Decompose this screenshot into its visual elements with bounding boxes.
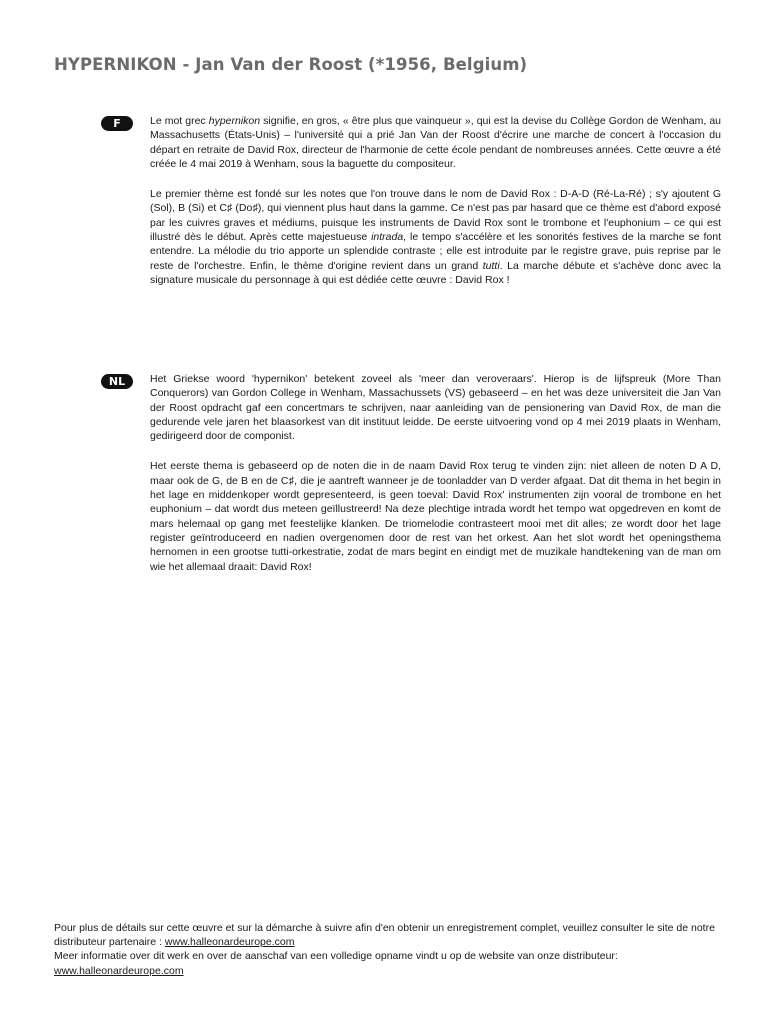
language-badge-fr: F [101,116,133,131]
text-run: Het eerste thema is gebaseerd op de noten die in de naam David Rox terug te vinden zijn: niet alleen de noten D A D, maar ook de G, de B en de C♯, die je aantreft wanneer je de toonladder van D verder afgaat. Dat dit thema in het begin in het lage en middenkoper wordt gepresenteerd, is geen toeval: David Rox' instrumenten zijn vooral de trombone en het euphonium – dat wordt dus meteen geïllustreerd! Na deze plechtige intrada wordt het tempo wat opgedreven en komt de mars helemaal op gang met feestelijke klanken. De triomelodie contrasteert mooi met dit alles; ze wordt door het lage register geïntroduceerd en nadien overgenomen door de rest van het orkest. Aan het slot wordt het openingsthema hernomen in een grootse tutti-orkestratie, zodat de mars begint en eindigt met de muzikale handtekening van de man om wie het allemaal draait: David Rox! [150,460,721,573]
text-run: Het Griekse woord 'hypernikon' betekent zoveel als 'meer dan veroveraars'. Hierop is de lijfspreuk (More Than Conquerors) van Gordon College in Wenham, Massachussets (VS) gebaseerd – en het was deze universiteit die Jan Van der Roost opdracht gaf een concertmars te schrijven, naar aanleiding van de pensionering van David Rox, de man die gedurende vele jaren het blaasorkest van dit instituut leidde. De eerste uitvoering vond op 4 mei 2019 plaats in Wenham, gedirigeerd door de componist. [150,373,721,443]
footer-text-fr: Pour plus de détails sur cette œuvre et sur la démarche à suivre afin d'en obtenir un enregistrement complet, veuillez consulter le site de notre distributeur partenaire : [54,922,715,949]
text-run: . La marche débute et s'achève donc avec la signature musicale du personnage à qui est dédiée cette œuvre : David Rox ! [150,259,721,286]
distributor-link-fr[interactable]: www.halleonardeurope.com [164,936,295,949]
paragraph [150,187,721,287]
footer [54,921,724,978]
text-run: signifie, en gros, « être plus que vainqueur », qui est la devise du Collège Gordon de Wenham, au Massachusetts (États-Unis) – l'université qui a prié Jan Van der Roost d'écrire une marche de concert à l'occasion du départ en retraite de David Rox, directeur de l'harmonie de cette école pendant de nombreuses années. Cette œuvre a été créée le 4 mai 2019 à Wenham, sous la baguette du compositeur. [150,115,721,170]
paragraph [150,114,721,171]
footer-text-nl: Meer informatie over dit werk en over de aanschaf van een volledige opname vindt u op de website van onze distributeur: [54,950,618,963]
paragraph [150,459,721,573]
italic-term: tutti [482,259,500,272]
italic-term: intrada [371,231,404,244]
page-title: HYPERNIKON - Jan Van der Roost (*1956, Belgium) [54,55,528,74]
distributor-link-nl[interactable]: www.halleonardeurope.com [54,964,184,977]
language-badge-nl: NL [101,374,133,389]
text-run: Le premier thème est fondé sur les notes que l'on trouve dans le nom de David Rox : D-A-D (Ré-La-Ré) ; s'y ajoutent G (Sol), B (Si) et C♯ (Do♯), qui viennent plus haut dans la gamme. Ce n'est pas par hasard que ce thème est d'abord exposé par les cuivres graves et médiums, puisque les instruments de David Rox sont le trombone et l'euphonium – ce qui est illustré dès le début. Après cette majestueuse [150,188,721,244]
paragraph [150,372,721,443]
text-run: Le mot grec [150,115,209,127]
section-body [150,372,721,590]
section-body [150,114,721,303]
footer-line-fr [54,921,724,949]
italic-term: hypernikon [208,115,261,127]
text-run: , le tempo s'accélère et les sonorités festives de la marche se font entendre. La mélodie du trio apporte un splendide contraste ; elle est introduite par le registre grave, puis reprise par le reste de l'orchestre. Enfin, le thème d'origine revient dans un grand [150,231,721,272]
